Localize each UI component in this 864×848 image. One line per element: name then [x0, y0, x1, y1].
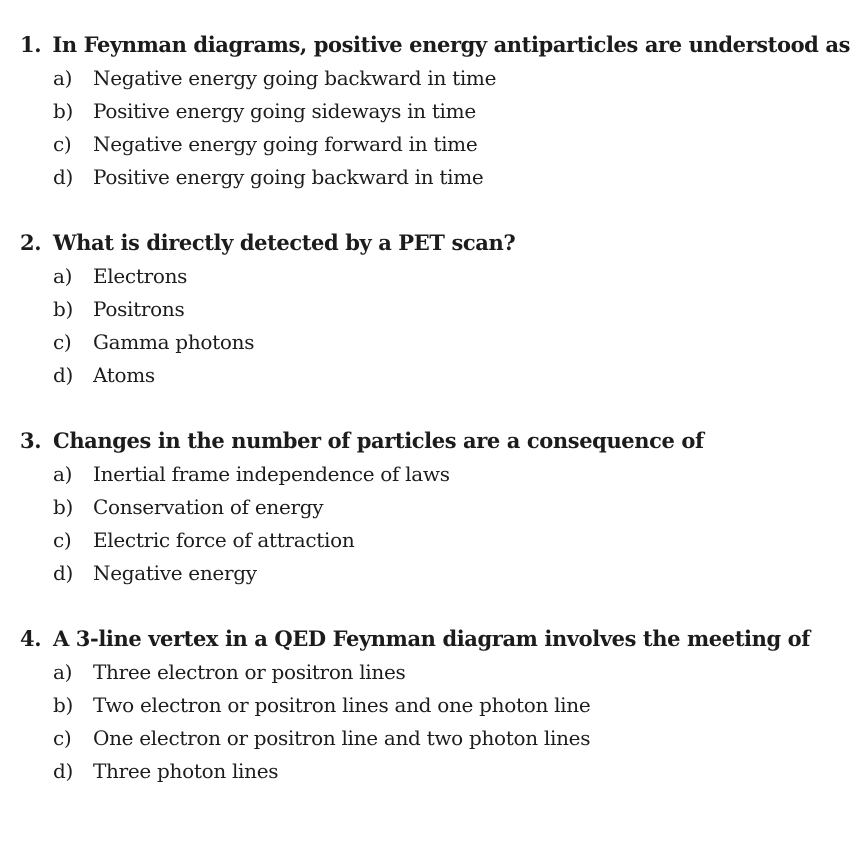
option-text: Electric force of attraction: [93, 528, 355, 552]
option-list: [20, 458, 850, 590]
option-letter: c): [53, 330, 72, 354]
question-number: 4.: [20, 626, 42, 651]
option-a: [20, 458, 850, 491]
option-text: Positive energy going sideways in time: [93, 99, 476, 123]
question-stem: [20, 424, 850, 458]
question-3: [20, 424, 850, 590]
option-a: [20, 62, 850, 95]
option-text: Conservation of energy: [93, 495, 324, 519]
question-text: A 3-line vertex in a QED Feynman diagram involves the meeting of: [53, 626, 810, 651]
question-stem: [20, 622, 850, 656]
option-b: [20, 491, 850, 524]
option-text: Three photon lines: [93, 759, 279, 783]
option-text: One electron or positron line and two photon lines: [93, 726, 591, 750]
question-stem: [20, 226, 850, 260]
option-c: [20, 524, 850, 557]
option-letter: d): [53, 363, 74, 387]
option-text: Positrons: [93, 297, 185, 321]
option-b: [20, 293, 850, 326]
question-text: What is directly detected by a PET scan?: [53, 230, 516, 255]
option-letter: d): [53, 759, 74, 783]
question-1: [20, 28, 850, 194]
option-text: Two electron or positron lines and one photon line: [93, 693, 591, 717]
option-text: Inertial frame independence of laws: [93, 462, 450, 486]
option-letter: b): [53, 297, 74, 321]
question-number: 2.: [20, 230, 42, 255]
option-letter: d): [53, 561, 74, 585]
option-c: [20, 326, 850, 359]
option-text: Gamma photons: [93, 330, 255, 354]
option-d: [20, 755, 850, 788]
option-text: Negative energy going forward in time: [93, 132, 478, 156]
option-letter: a): [53, 66, 73, 90]
question-text: Changes in the number of particles are a consequence of: [53, 428, 704, 453]
option-letter: d): [53, 165, 74, 189]
question-stem: [20, 28, 850, 62]
option-a: [20, 656, 850, 689]
option-d: [20, 359, 850, 392]
option-a: [20, 260, 850, 293]
option-text: Positive energy going backward in time: [93, 165, 484, 189]
option-c: [20, 722, 850, 755]
option-letter: b): [53, 495, 74, 519]
question-text: In Feynman diagrams, positive energy antiparticles are understood as: [52, 32, 850, 57]
option-b: [20, 689, 850, 722]
option-b: [20, 95, 850, 128]
option-text: Negative energy going backward in time: [93, 66, 497, 90]
option-letter: c): [53, 726, 72, 750]
option-text: Electrons: [93, 264, 188, 288]
option-letter: a): [53, 660, 73, 684]
option-text: Atoms: [93, 363, 155, 387]
question-number: 1.: [20, 32, 42, 57]
option-list: [20, 260, 850, 392]
option-d: [20, 161, 850, 194]
question-4: [20, 622, 850, 788]
option-c: [20, 128, 850, 161]
option-text: Three electron or positron lines: [93, 660, 406, 684]
option-d: [20, 557, 850, 590]
option-list: [20, 62, 850, 194]
question-number: 3.: [20, 428, 42, 453]
option-letter: c): [53, 132, 72, 156]
option-letter: a): [53, 462, 73, 486]
option-letter: c): [53, 528, 72, 552]
option-letter: b): [53, 99, 74, 123]
option-text: Negative energy: [93, 561, 257, 585]
option-letter: b): [53, 693, 74, 717]
question-2: [20, 226, 850, 392]
option-letter: a): [53, 264, 73, 288]
option-list: [20, 656, 850, 788]
